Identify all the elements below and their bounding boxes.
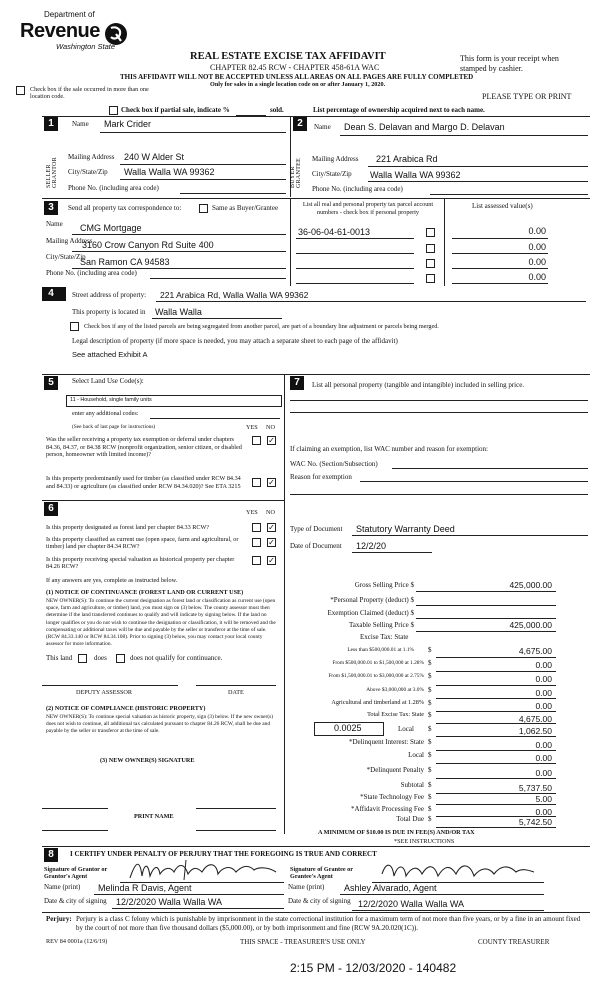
print-name-label: PRINT NAME [134,813,174,820]
recording-stamp: 2:15 PM - 12/03/2020 - 140482 [290,961,457,975]
current-use-yes-checkbox[interactable] [252,538,261,547]
assessed-header: List assessed value(s) [472,202,533,210]
exemption-no-checkbox[interactable]: ✓ [268,436,275,445]
grantee-signature[interactable] [378,860,538,884]
compliance-title: (2) NOTICE OF COMPLIANCE (HISTORIC PROPERTY) [46,705,206,712]
reason-label: Reason for exemption [290,473,352,481]
section-3-number: 3 [44,201,58,215]
timber-no-checkbox[interactable]: ✓ [268,478,275,487]
county-treasurer-label: COUNTY TREASURER [478,938,550,946]
minimum-note: A MINIMUM OF $10.00 IS DUE IN FEE(S) AND/OR TAX [318,829,475,836]
wac-label: WAC No. (Section/Subsection) [290,460,378,468]
affidavit-fee-label: *Affidavit Processing Fee [351,805,424,813]
additional-codes-label: enter any additional codes: [72,410,139,417]
seller-city-label: City/State/Zip [68,168,108,176]
grantee-name-label: Name (print) [288,883,325,891]
parcel-personal-checkbox[interactable] [426,228,435,237]
grantor-date-label: Date & city of signing [44,897,107,905]
partial-sale-label: Check box if partial sale, indicate % [121,106,230,114]
sold-label: sold. [270,106,284,114]
delinq-penalty-label: *Delinquent Penalty [366,766,424,774]
doc-type-label: Type of Document [290,525,343,533]
certify-statement: I CERTIFY UNDER PENALTY OF PERJURY THAT THE FOREGOING IS TRUE AND CORRECT [70,850,377,858]
doc-type-field[interactable]: Statutory Warranty Deed [356,524,455,534]
grantee-date-label: Date & city of signing [288,897,351,905]
tech-fee-label: *State Technology Fee [360,793,424,801]
does-qualify-checkbox[interactable] [78,654,87,663]
receipt-note: This form is your receipt when stamped by cashier. [460,54,559,73]
exemption-yes-checkbox[interactable] [252,436,261,445]
local-rate-field[interactable]: 0.0025 [334,723,362,733]
continuance-title: (1) NOTICE OF CONTINUANCE (FOREST LAND OR CURRENT USE) [46,589,244,596]
delinq-int-state-value[interactable]: 0.00 [535,740,552,750]
forest-question: Is this property designated as forest land per chapter 84.33 RCW? [46,524,210,531]
total-due-label: Total Due [396,815,424,823]
delinq-int-local-label: Local [408,751,424,759]
form-number: REV 84 0001a (12/6/19) [46,938,108,945]
dollar-sign: $ [428,725,432,733]
this-land-label: This land [46,654,73,662]
seller-mailing-label: Mailing Address [68,153,115,161]
corr-name-label: Name [46,220,63,228]
assessed-value[interactable]: 0.00 [528,272,546,282]
grantee-date-field[interactable]: 12/2/2020 Walla Walla WA [358,899,465,909]
grantor-date-field[interactable]: 12/2/2020 Walla Walla WA [116,897,223,907]
dept-line: Department of [44,10,95,19]
same-as-buyer-checkbox[interactable] [199,204,208,213]
section-5-number: 5 [44,376,58,390]
seller-name-field[interactable]: Mark Crider [104,119,152,129]
corr-phone-label: Phone No. (including area code) [46,269,137,277]
land-use-label: Select Land Use Code(s): [72,377,144,385]
no-header-6: NO [266,509,275,516]
dollar-sign: $ [428,659,432,667]
yes-header-5: YES [246,424,258,431]
grantee-sig-label: Signature of Grantee or Grantee's Agent [290,866,353,880]
dollar-sign: $ [428,686,432,694]
doc-date-label: Date of Document [290,542,342,550]
no-header-5: NO [266,424,275,431]
legal-description-field[interactable]: See attached Exhibit A [72,350,148,359]
gross-label: Gross Selling Price $ [354,581,414,589]
street-label: Street address of property: [72,291,147,299]
warning-text: THIS AFFIDAVIT WILL NOT BE ACCEPTED UNLESS ALL AREAS ON ALL PAGES ARE FULLY COMPLETED [120,73,474,81]
grantor-sig-label: Signature of Grantor or Grantor's Agent [44,866,108,880]
type-note: PLEASE TYPE OR PRINT [482,92,572,101]
does-not-qualify-checkbox[interactable] [116,654,125,663]
buyer-phone-label: Phone No. (including area code) [312,185,403,193]
dollar-sign: $ [428,672,432,680]
section-8-number: 8 [44,848,58,862]
tier2-label: From $500,000.01 to $1,500,000 at 1.28% [332,660,424,666]
delinq-int-state-label: *Delinquent Interest: State [348,738,424,746]
land-use-code-field[interactable]: 11 - Household, single family units [70,397,152,403]
dollar-sign: $ [428,738,432,746]
assessed-value[interactable]: 0.00 [528,226,546,236]
exemption-question: Was the seller receiving a property tax exemption or deferral under chapters 84.36, 84.37, or 84.38 RCW (nonprofit organization, senior citizen, or disabled person, homeowner with limited income)? [46,436,242,458]
parcel-header: List all real and personal property tax parcel account numbers - check box if personal property [302,201,434,216]
new-owner-signature-label: (3) NEW OWNER(S) SIGNATURE [100,757,195,764]
historic-question: Is this property receiving special valuation as historical property per chapter 84.26 RCW? [46,556,235,570]
perjury-label: Perjury: [46,915,72,923]
section-1-number: 1 [44,117,58,131]
buyer-city-field[interactable]: Walla Walla WA 99362 [370,170,461,180]
local-value[interactable]: 1,062.50 [518,726,552,736]
see-instructions-note: *SEE INSTRUCTIONS [394,838,455,845]
sales-note: Only for sales in a single location code on or after January 1, 2020. [210,81,386,88]
tier3-label: From $1,500,000.01 to $3,000,000 at 2.75% [328,673,424,679]
buyer-name-label: Name [314,123,331,131]
if-yes-note: If any answers are yes, complete as instructed below. [46,577,178,584]
send-correspondence-label: Send all property tax correspondence to: [68,204,182,212]
forest-yes-checkbox[interactable] [252,523,261,532]
dollar-sign: $ [428,711,432,719]
historic-yes-checkbox[interactable] [252,556,261,565]
affidavit-fee-value[interactable]: 0.00 [535,807,552,817]
corr-city-field[interactable]: San Ramon CA 94583 [80,257,170,267]
does-label: does [94,654,107,662]
taxable-label: Taxable Selling Price $ [348,621,414,629]
street-field[interactable]: 221 Arabica Rd, Walla Walla WA 99362 [160,290,309,300]
total-state-label: Total Excise Tax: State [367,711,424,718]
assessed-value[interactable]: 0.00 [528,242,546,252]
parcel-personal-checkbox[interactable] [426,274,435,283]
yes-header-6: YES [246,509,258,516]
legal-label: Legal description of property (if more space is needed, you may attach a separate sheet to each page of the affidavit) [72,337,398,345]
dollar-sign: $ [428,766,432,774]
grantor-signature[interactable] [126,858,286,882]
buyer-city-label: City/State/Zip [312,170,352,178]
segregated-label: Check box if any of the listed parcels are being segregated from another parcel, are part of a boundary line adjustment or parcels being merged. [84,323,439,330]
does-not-label: does not qualify for continuance. [130,654,223,662]
tier1-value[interactable]: 4,675.00 [518,646,552,656]
buyer-mailing-label: Mailing Address [312,155,359,163]
date-label: DATE [228,689,244,696]
see-back-note: (See back of last page for instructions) [72,424,156,430]
current-use-question: Is this property classified as current use (open space, farm and agricultural, or timber) land per chapter 84.34 RCW? [46,536,239,550]
section-4-number: 4 [44,287,58,301]
total-due-value[interactable]: 5,742.50 [518,817,552,827]
seller-phone-label: Phone No. (including area code) [68,184,159,192]
segregated-checkbox[interactable] [70,322,79,331]
section-6-number: 6 [44,502,58,516]
dept-state: Washington State [56,42,116,51]
tech-fee-value[interactable]: 5.00 [535,794,552,804]
excise-state-label: Excise Tax: State [360,633,409,641]
form-title: REAL ESTATE EXCISE TAX AFFIDAVIT [190,51,386,62]
multi-location-label: Check box if the sale occurred in more than one location code. [30,86,149,100]
seller-city-field[interactable]: Walla Walla WA 99362 [124,167,215,177]
revenue-logo-text: Revenue [20,20,100,42]
compliance-text: NEW OWNER(S): To continue special valuation as historic property, sign (3) below. If the new owner(s) does not wish to continue, all additional tax calculated pursuant to chapter 84.26 RCW, shall be due and payable by the seller or transferor at the time of sale. [46,714,274,735]
taxable-value[interactable]: 425,000.00 [509,620,552,630]
dollar-sign: $ [428,793,432,801]
partial-sale-checkbox[interactable] [109,106,118,115]
continuance-text: NEW OWNER(S): To continue the current designation as forest land or classification as current use (open space, farm and agriculture, or timber) land, you must sign on (3) below. The county assessor must then determine if the land transferred continues to qualify and will indicate by signing below. If the land no longer qualifies or you do not wish to continue the designation or classification, it will be removed and the compensating or additional taxes will be due and payable by the seller or transferor at the time of sale. (RCW 84.33.140 or RCW 84.34.108). Prior to signing (3) below, you may contact your local county assessor for more information. [46,598,276,648]
multi-location-checkbox[interactable] [16,86,25,95]
corr-mailing-field[interactable]: 3160 Crow Canyon Rd Suite 400 [82,240,214,250]
seller-grantor-side-label: SELLER GRANTOR [46,157,58,188]
local-label: Local [398,725,414,733]
grantor-name-label: Name (print) [44,883,81,891]
exemption-wac-title: If claiming an exemption, list WAC number and reason for exemption: [290,445,488,453]
perjury-text: Perjury is a class C felony which is punishable by imprisonment in the state correctional institution for a maximum term of not more than five years, or by a fine in an amount fixed by the court of not more than five thousand dollars ($5,000.00), or by both imprisonment and fine (RCW 9A.20.020(1C)). [76,915,581,932]
seller-name-label: Name [72,120,89,128]
timber-yes-checkbox[interactable] [252,478,261,487]
tier2-value[interactable]: 0.00 [535,660,552,670]
buyer-mailing-field[interactable]: 221 Arabica Rd [376,154,438,164]
current-use-no-checkbox[interactable]: ✓ [268,538,275,547]
dollar-sign: $ [428,699,432,707]
dollar-sign: $ [428,646,432,654]
corr-name-field[interactable]: CMG Mortgage [80,223,142,233]
ownership-note: List percentage of ownership acquired next to each name. [313,106,485,114]
seller-mailing-field[interactable]: 240 W Alder St [124,152,185,162]
dollar-sign: $ [428,805,432,813]
doc-date-field[interactable]: 12/2/20 [356,541,387,551]
corr-city-label: City/State/Zip [46,253,86,261]
treasurer-use-label: THIS SPACE - TREASURER'S USE ONLY [240,938,366,946]
subtotal-label: Subtotal [400,781,424,789]
section-2-number: 2 [293,117,307,131]
dollar-sign: $ [428,781,432,789]
parcel-number[interactable]: 36-06-04-61-0013 [298,227,371,237]
form-subtitle: CHAPTER 82.45 RCW - CHAPTER 458-61A WAC [210,63,380,72]
ag-label: Agricultural and timberland at 1.28% [331,699,424,706]
delinq-penalty-value[interactable]: 0.00 [535,768,552,778]
ag-value[interactable]: 0.00 [535,701,552,711]
tier4-value[interactable]: 0.00 [535,688,552,698]
timber-question: Is this property predominantly used for timber (as classified under RCW 84.34 and 84.33) or agriculture (as classified under RCW 84.34.020)? See ETA 3215 [46,475,241,490]
total-state-value[interactable]: 4,675.00 [518,714,552,724]
delinq-int-local-value[interactable]: 0.00 [535,753,552,763]
personal-property-label: List all personal property (tangible and intangible) included in selling price. [312,381,525,389]
corr-mailing-label: Mailing Address [46,237,93,245]
located-field[interactable]: Walla Walla [155,307,202,317]
historic-no-checkbox[interactable]: ✓ [268,556,275,565]
tier1-label: Less than $500,000.01 at 1.1% [347,647,414,653]
grantee-name-field[interactable]: Ashley Alvarado, Agent [344,883,437,893]
subtotal-value[interactable]: 5,737.50 [518,783,552,793]
gross-value[interactable]: 425,000.00 [509,580,552,590]
assessed-value[interactable]: 0.00 [528,257,546,267]
located-label: This property is located in [72,308,146,316]
deputy-assessor-label: DEPUTY ASSESSOR [76,689,132,696]
personal-deduct-label: *Personal Property (deduct) $ [330,596,414,604]
dollar-sign: $ [428,751,432,759]
tier3-value[interactable]: 0.00 [535,674,552,684]
section-7-number: 7 [290,376,304,390]
grantor-name-field[interactable]: Melinda R Davis, Agent [98,883,192,893]
buyer-grantee-side-label: BUYER GRANTEE [290,157,302,188]
same-as-buyer-label: Same as Buyer/Grantee [212,204,279,212]
dollar-sign: $ [428,815,432,823]
exemption-deduct-label: Exemption Claimed (deduct) $ [327,609,414,617]
tier4-label: Above $3,000,000 at 3.0% [366,687,424,693]
parcel-personal-checkbox[interactable] [426,259,435,268]
forest-no-checkbox[interactable]: ✓ [268,523,275,532]
parcel-personal-checkbox[interactable] [426,244,435,253]
buyer-name-field[interactable]: Dean S. Delavan and Margo D. Delavan [344,122,505,132]
